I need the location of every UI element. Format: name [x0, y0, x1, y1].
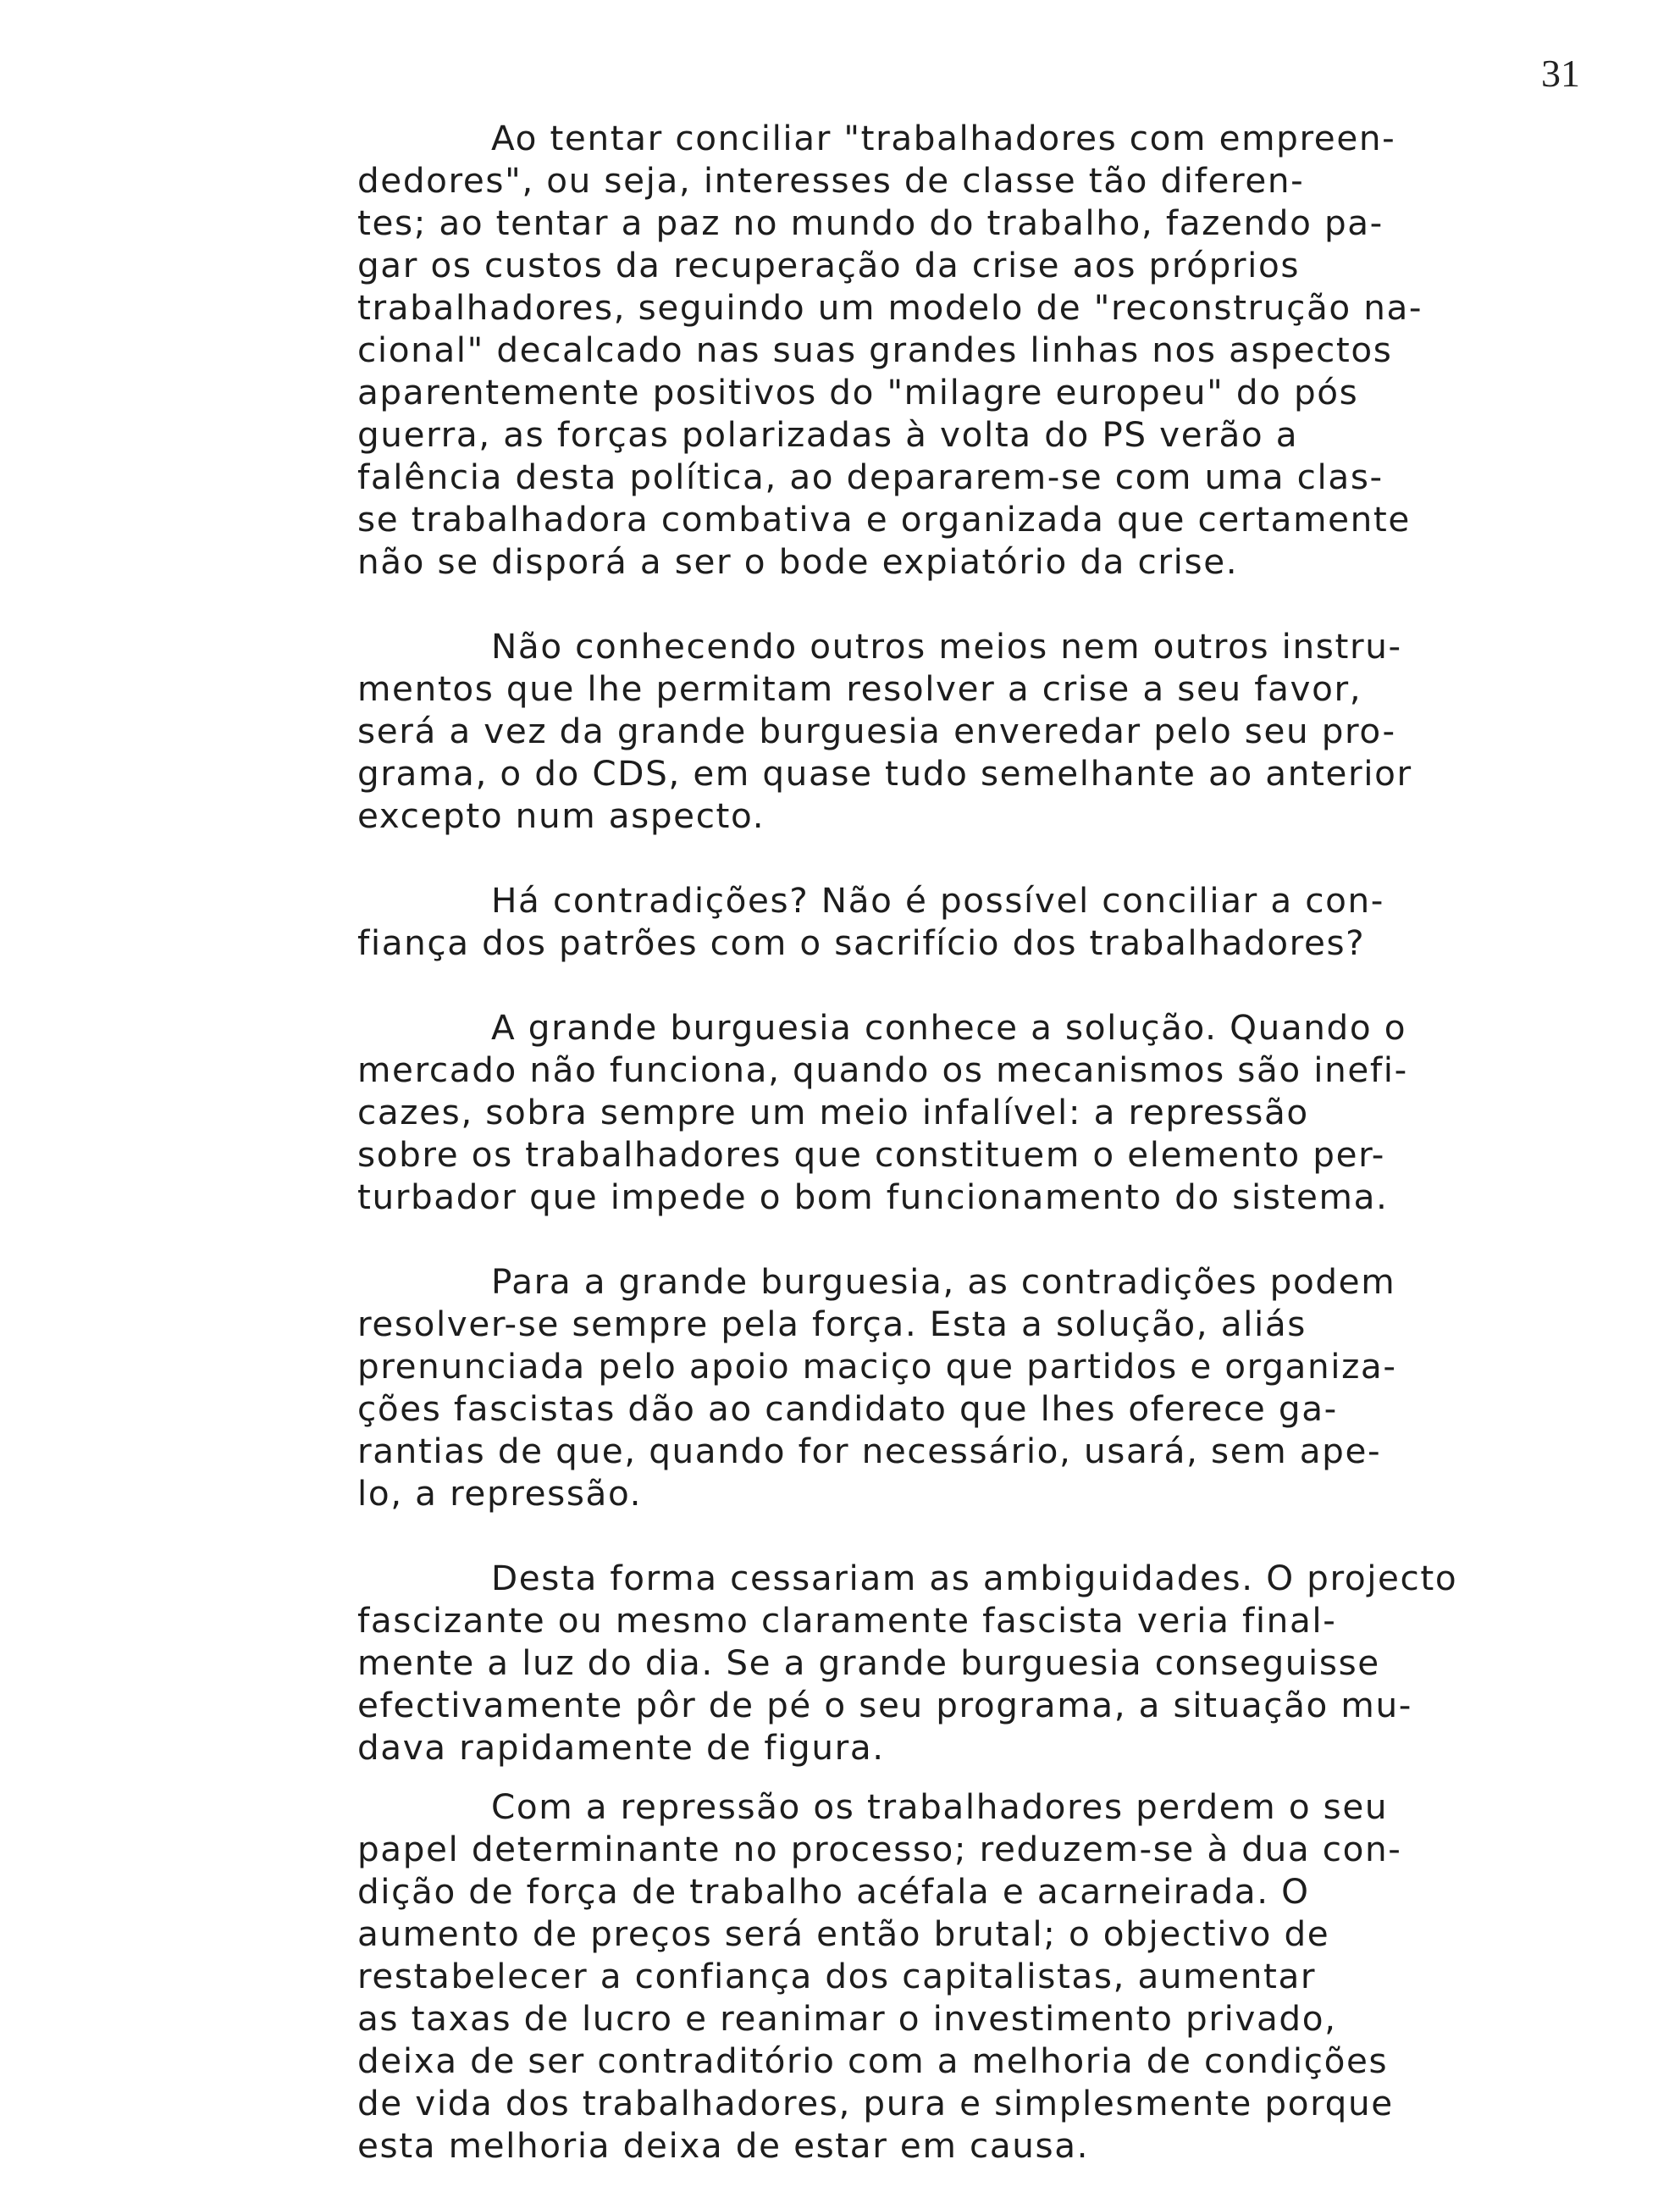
- page-number: 31: [1541, 52, 1580, 95]
- text-line: aumento de preços será então brutal; o objectivo de: [357, 1913, 1330, 1954]
- text-line: sobre os trabalhadores que constituem o elemento per-: [357, 1134, 1385, 1175]
- text-line: mentos que lhe permitam resolver a crise a seu favor,: [357, 668, 1362, 709]
- paragraph-5: [357, 1260, 1628, 1514]
- text-line: cional" decalcado nas suas grandes linhas nos aspectos: [357, 329, 1393, 370]
- text-line: restabelecer a confiança dos capitalistas, aumentar: [357, 1956, 1317, 1996]
- text-line: ções fascistas dão ao candidato que lhes oferece ga-: [357, 1388, 1338, 1429]
- text-line: grama, o do CDS, em quase tudo semelhante ao anterior: [357, 753, 1412, 794]
- text-line: aparentemente positivos do "milagre europeu" do pós: [357, 372, 1359, 412]
- text-line: resolver-se sempre pela força. Esta a solução, aliás: [357, 1304, 1307, 1344]
- text-line: dição de força de trabalho acéfala e acarneirada. O: [357, 1871, 1310, 1912]
- text-line: Há contradições? Não é possível conciliar a con-: [491, 880, 1385, 921]
- paragraph-7: [357, 1785, 1628, 2167]
- text-line: excepto num aspecto.: [357, 795, 765, 836]
- text-line: efectivamente pôr de pé o seu programa, a situação mu-: [357, 1685, 1412, 1725]
- text-line: dava rapidamente de figura.: [357, 1727, 885, 1768]
- text-line: A grande burguesia conhece a solução. Quando o: [491, 1007, 1407, 1048]
- text-line: gar os custos da recuperação da crise aos próprios: [357, 245, 1301, 285]
- text-line: prenunciada pelo apoio maciço que partidos e organiza-: [357, 1346, 1397, 1387]
- text-line: rantias de que, quando for necessário, usará, sem ape-: [357, 1431, 1382, 1471]
- body-text: [357, 117, 1628, 2167]
- paragraph-3: [357, 879, 1628, 964]
- text-line: Não conhecendo outros meios nem outros instru-: [491, 626, 1402, 667]
- paragraph-1: [357, 117, 1628, 583]
- text-line: Desta forma cessariam as ambiguidades. O projecto: [491, 1558, 1458, 1598]
- text-line: se trabalhadora combativa e organizada que certamente: [357, 499, 1411, 540]
- text-line: guerra, as forças polarizadas à volta do PS verão a: [357, 414, 1299, 455]
- paragraph-2: [357, 625, 1628, 837]
- text-line: lo, a repressão.: [357, 1473, 643, 1514]
- text-line: de vida dos trabalhadores, pura e simplesmente porque: [357, 2083, 1394, 2123]
- text-line: mente a luz do dia. Se a grande burguesia conseguisse: [357, 1642, 1380, 1683]
- text-line: não se disporá a ser o bode expiatório da crise.: [357, 541, 1239, 582]
- paragraph-6: [357, 1557, 1628, 1769]
- text-line: tes; ao tentar a paz no mundo do trabalho, fazendo pa-: [357, 202, 1384, 243]
- text-line: trabalhadores, seguindo um modelo de "reconstrução na-: [357, 287, 1423, 328]
- paragraph-4: [357, 1006, 1628, 1218]
- text-line: falência desta política, ao depararem-se com uma clas-: [357, 457, 1384, 497]
- text-line: dedores", ou seja, interesses de classe tão diferen-: [357, 160, 1305, 201]
- text-line: turbador que impede o bom funcionamento do sistema.: [357, 1176, 1389, 1217]
- text-line: será a vez da grande burguesia enveredar pelo seu pro-: [357, 711, 1396, 751]
- text-line: Para a grande burguesia, as contradições podem: [491, 1261, 1396, 1302]
- text-line: Com a repressão os trabalhadores perdem o seu: [491, 1786, 1389, 1827]
- text-line: cazes, sobra sempre um meio infalível: a repressão: [357, 1092, 1309, 1132]
- text-line: papel determinante no processo; reduzem-se à dua con-: [357, 1829, 1402, 1869]
- text-line: deixa de ser contraditório com a melhoria de condições: [357, 2040, 1389, 2081]
- text-line: fiança dos patrões com o sacrifício dos trabalhadores?: [357, 922, 1366, 963]
- text-line: as taxas de lucro e reanimar o investimento privado,: [357, 1998, 1337, 2039]
- text-line: Ao tentar conciliar "trabalhadores com empreen-: [491, 118, 1396, 158]
- text-line: esta melhoria deixa de estar em causa.: [357, 2125, 1090, 2166]
- text-line: mercado não funciona, quando os mecanismos são inefi-: [357, 1049, 1408, 1090]
- text-line: fascizante ou mesmo claramente fascista veria final-: [357, 1600, 1337, 1641]
